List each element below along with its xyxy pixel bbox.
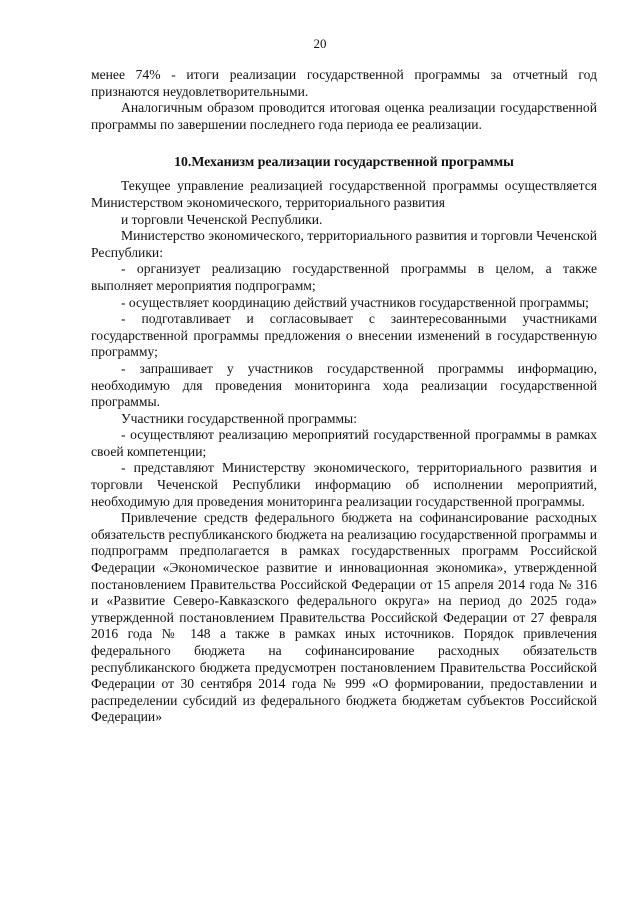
list-item-participants-report: - представляют Министерству экономического, территориального развития и торговли Чеченской Республики информацию об исполнении мероприятий, необходимую для проведения мониторинга реализации государственной программы.: [91, 460, 597, 509]
document-body: [91, 67, 597, 726]
list-item-ministry-requests: - запрашивает у участников государственной программы информацию, необходимую для проведения мониторинга хода реализации государственной программы.: [91, 360, 597, 410]
list-item-ministry-organizes: - организует реализацию государственной программы в целом, а также выполняет мероприятия подпрограмм;: [91, 261, 597, 293]
list-item-ministry-coordinates: - осуществляет координацию действий участников государственной программы;: [121, 294, 589, 310]
paragraph-rating-threshold: менее 74% - итоги реализации государственной программы за отчетный год признаются неудовлетворительными.: [91, 67, 597, 99]
paragraph-final-assessment: Аналогичным образом проводится итоговая оценка реализации государственной программы по завершении последнего года периода ее реализации.: [91, 100, 597, 132]
paragraph-participants-intro: Участники государственной программы:: [121, 410, 357, 426]
paragraph-current-management-continued: и торговли Чеченской Республики.: [121, 211, 323, 227]
list-item-ministry-prepares: - подготавливает и согласовывает с заинтересованными участниками государственной программы предложения о внесении изменений в государственную программу;: [91, 311, 597, 360]
section-heading: 10.Механизм реализации государственной программы: [174, 154, 514, 170]
paragraph-current-management: Текущее управление реализацией государственной программы осуществляется Министерством экономического, территориального развития: [91, 178, 597, 210]
paragraph-federal-funding: Привлечение средств федерального бюджета на софинансирование расходных обязательств республиканского бюджета на реализацию государственной программы и подпрограмм предполагается в рамках государственных программ Российской Федерации «Экономическое развитие и инновационная экономика», утвержденной постановлением Правительства Российской Федерации от 15 апреля 2014 года № 316 и «Развитие Северо-Кавказского федерального округа» на период до 2025 года» утвержденной постановлением Правительства Российской Федерации от 27 февраля 2016 года № 148 а также в рамках иных источников. Порядок привлечения федерального бюджета на софинансирование расходных обязательств республиканского бюджета предусмотрен постановлением Правительства Российской Федерации от 30 сентября 2014 года № 999 «О формировании, предоставлении и распределении субсидий из федерального бюджета бюджетам субъектов Российской Федерации»: [91, 510, 597, 725]
list-item-participants-implement: - осуществляют реализацию мероприятий государственной программы в рамках своей компетенции;: [91, 427, 597, 459]
page-number: 20: [313, 36, 327, 51]
paragraph-ministry-intro: Министерство экономического, территориального развития и торговли Чеченской Республики:: [91, 228, 597, 260]
